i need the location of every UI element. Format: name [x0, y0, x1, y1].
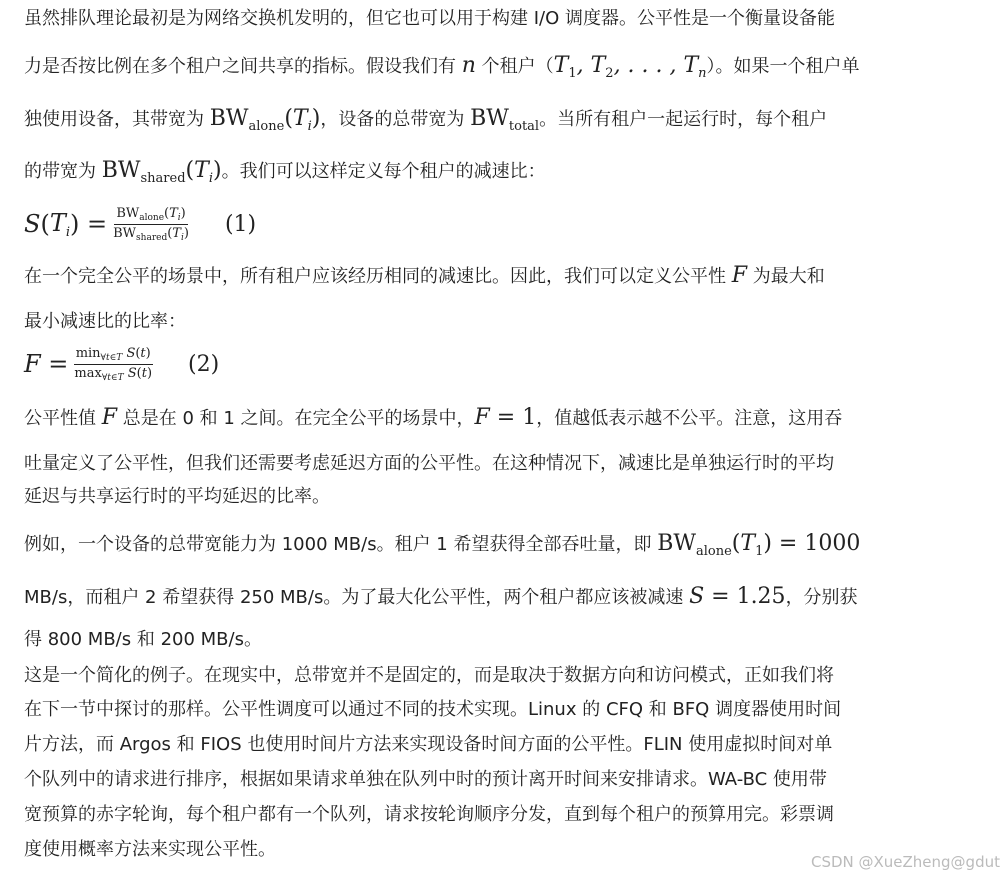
paragraph-5-line-1: 这是一个简化的例子。在现实中，总带宽并不是固定的，而是取决于数据方向和访问模式，正如我们将: [24, 665, 834, 686]
paragraph-5-line-5: 宽预算的赤字轮询，每个租户都有一个队列，请求按轮询顺序分发，直到每个租户的预算用完。彩票调: [24, 804, 834, 825]
math-F: F: [101, 405, 117, 430]
math-n: n: [461, 53, 476, 78]
paragraph-4-line-2: [24, 585, 858, 610]
math-S-equals: S = 1.25: [689, 584, 786, 609]
text-segment: MB/s，而租户 2 希望获得 250 MB/s。为了最大化公平性，两个租户都应该被减速: [24, 587, 690, 608]
paragraph-1-line-3: [24, 107, 827, 139]
paragraph-1-line-4: [24, 159, 546, 191]
text-segment: 。我们可以这样定义每个租户的减速比：: [221, 161, 546, 182]
text-segment: 公平性值: [24, 408, 102, 429]
text-segment: 个租户（: [475, 56, 554, 77]
math-F: F: [731, 263, 747, 288]
math-tenant-list: $T_1$, $T_2$, . . . , $T_n$: [553, 53, 707, 81]
paragraph-1-line-1: 虽然排队理论最初是为网络交换机发明的，但它也可以用于构建 I/O 调度器。公平性是一个衡量设备能: [24, 8, 835, 29]
fraction-fairness: $\frac{\min_{\forall t\in T} S(t)}{\max_{\forall t\in T} S(t)}$: [74, 345, 153, 383]
text-segment: 例如，一个设备的总带宽能力为 1000 MB/s。租户 1 希望获得全部吞吐量，即: [24, 534, 658, 555]
paragraph-4-line-1: [24, 532, 860, 564]
text-segment: 。当所有租户一起运行时，每个租户: [539, 109, 828, 130]
text-segment: 的带宽为: [24, 161, 102, 182]
paragraph-5-line-4: 个队列中的请求进行排序，根据如果请求单独在队列中时的预计离开时间来安排请求。WA-BC 使用带: [24, 769, 827, 790]
equation-2-number: (2): [188, 351, 220, 377]
equation-1: S ( $T_i$ ) = $\frac{BW_{alone}(T_i)}{BW_{shared}(T_i)}$ (1): [24, 205, 257, 243]
math-bw-total: $BW_{total}$: [470, 106, 540, 134]
paragraph-3-line-3: 延迟与共享运行时的平均延迟的比率。: [24, 486, 330, 507]
text-segment: ，值越低表示越不公平。注意，这用吞: [536, 408, 843, 429]
text-segment: 总是在 0 和 1 之间。在完全公平的场景中，: [117, 408, 475, 429]
text-segment: 为最大和: [746, 266, 825, 287]
equation-1-number: (1): [224, 211, 257, 237]
paragraph-4-line-3: 得 800 MB/s 和 200 MB/s。: [24, 629, 262, 650]
text-segment: 独使用设备，其带宽为: [24, 109, 210, 130]
paragraph-5-line-3: 片方法，而 Argos 和 FIOS 也使用时间片方法来实现设备时间方面的公平性。FLIN 使用虚拟时间对单: [24, 734, 833, 755]
paragraph-3-line-1: [24, 406, 842, 431]
text-segment: 在一个完全公平的场景中，所有租户应该经历相同的减速比。因此，我们可以定义公平性: [24, 266, 732, 287]
text-segment: 力是否按比例在多个租户之间共享的指标。假设我们有: [24, 56, 462, 77]
paragraph-2-line-2: 最小减速比的比率：: [24, 311, 186, 332]
paragraph-2-line-1: [24, 264, 825, 289]
math-bw-shared: $BW_{shared}(T_i)$: [101, 158, 222, 186]
paragraph-5-line-6: 度使用概率方法来实现公平性。: [24, 839, 276, 860]
paragraph-1-line-2: [24, 54, 860, 86]
text-segment: ，分别获: [785, 587, 858, 608]
fraction-slowdown: $\frac{BW_{alone}(T_i)}{BW_{shared}(T_i)}$: [113, 205, 189, 243]
text-segment: ）。如果一个租户单: [706, 56, 860, 77]
math-bw-alone-t1: $BW_{alone}(T_1) = 1000$: [657, 531, 861, 559]
paragraph-5-line-2: 在下一节中探讨的那样。公平性调度可以通过不同的技术实现。Linux 的 CFQ 和 BFQ 调度器使用时间: [24, 699, 842, 720]
math-F-equals-1: F = 1: [474, 405, 537, 430]
paragraph-3-line-2: 吐量定义了公平性，但我们还需要考虑延迟方面的公平性。在这种情况下，减速比是单独运行时的平均: [24, 453, 834, 474]
text-segment: ，设备的总带宽为: [320, 109, 471, 130]
math-bw-alone: $BW_{alone}(T_i)$: [209, 106, 321, 134]
equation-2: F = $\frac{\min_{\forall t\in T} S(t)}{\max_{\forall t\in T} S(t)}$ (2): [24, 345, 220, 383]
csdn-watermark: CSDN @XueZheng@gdut: [810, 853, 1000, 871]
